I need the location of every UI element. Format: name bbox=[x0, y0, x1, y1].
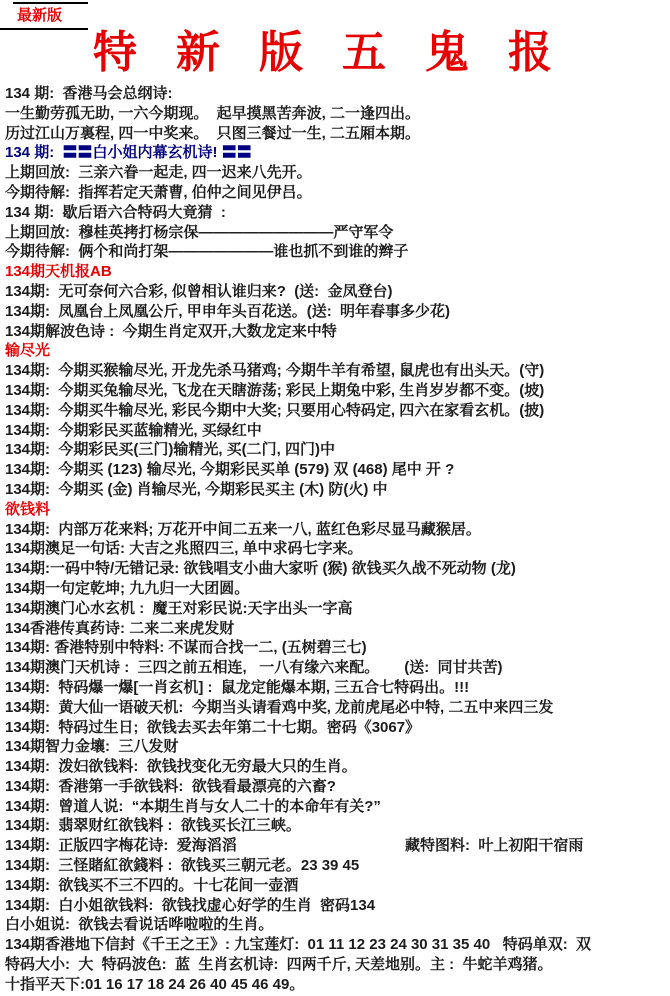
text-line-main: 134香港传真药诗: 二来二来虎发财 bbox=[5, 619, 235, 637]
text-line-main: 134期: 今期买猴输尽光, 开龙先杀马猪鸡; 今期牛羊有希望, 鼠虎也有出头天。(守) bbox=[5, 362, 545, 380]
text-line bbox=[5, 143, 670, 163]
text-line-main: 历过江山万裏程, 四一中奖来。 只图三餐过一生, 二五厢本期。 bbox=[5, 124, 421, 142]
text-line bbox=[5, 757, 670, 777]
text-line bbox=[5, 718, 670, 738]
text-line-main: 134期: 内部万花来料; 万花开中间二五来一八, 蓝红色彩尽显马藏猴居。 bbox=[5, 520, 481, 538]
text-line-main: 134期解波色诗 : 今期生肖定双开,大数龙定来中特 bbox=[5, 322, 337, 340]
text-line bbox=[5, 104, 670, 124]
text-line bbox=[5, 777, 670, 797]
text-line-main: 134期: 今期买 (123) 输尽光, 今期彩民买单 (579) 双 (468) 尾中 开 ? bbox=[5, 461, 455, 479]
text-line-main: 134期: 白小姐欲钱料: 欲钱找虚心好学的生肖 密码134 bbox=[5, 896, 376, 914]
text-line-main: 特码大小: 大 特码波色: 蓝 生肖玄机诗: 四两千斤, 天差地别。主 : 牛蛇羊鸡猪。 bbox=[5, 956, 553, 974]
text-line bbox=[5, 480, 670, 500]
text-line bbox=[5, 302, 670, 322]
text-line bbox=[5, 520, 670, 540]
text-line bbox=[5, 638, 670, 658]
text-line-main: 134期:一码中特/无错记录: 欲钱唱支小曲大家听 (猴) 欲钱买久战不死动物 (龙) bbox=[5, 560, 516, 578]
text-line-main: 134期澳门心水玄机 : 魔王对彩民说:天字出头一字高 bbox=[5, 599, 353, 617]
text-line bbox=[5, 856, 670, 876]
text-line bbox=[5, 262, 670, 282]
text-line-main: 一生勤劳孤无助, 一六今期现。 起早摸黑苦奔波, 二一逢四出。 bbox=[5, 104, 421, 122]
text-line-main: 134期: 今期彩民买蓝输精光, 买绿红中 bbox=[5, 421, 262, 439]
page-title: 特 新 版 五 鬼 报 bbox=[93, 28, 566, 77]
text-line-main: 134期: 今期买兔输尽光, 飞龙在天瞎游荡; 彩民上期兔中彩, 生肖岁岁都不变。(坡) bbox=[5, 381, 545, 399]
text-line-main: 134期: 正版四字梅花诗: 爱海滔滔 bbox=[5, 837, 237, 855]
text-line bbox=[5, 599, 670, 619]
text-line bbox=[5, 816, 670, 836]
text-line-main: 134期天机报AB bbox=[5, 263, 112, 281]
text-line bbox=[5, 876, 670, 896]
text-line bbox=[5, 124, 670, 144]
text-line-main: 十指平天下:01 16 17 18 24 26 40 45 46 49。 bbox=[5, 975, 305, 993]
text-line bbox=[5, 322, 670, 342]
text-line-main: 134期: 曾道人说: “本期生肖与女人二十的本命年有关?” bbox=[5, 797, 381, 815]
text-line-main: 134期: 香港第一手欲钱料: 欲钱看最漂亮的六畜? bbox=[5, 777, 336, 795]
text-line bbox=[5, 559, 670, 579]
text-line bbox=[5, 539, 670, 559]
badge-bottom-rule bbox=[0, 28, 88, 30]
text-line bbox=[5, 361, 670, 381]
text-line bbox=[5, 421, 670, 441]
text-line-main: 134期: 今期买牛输尽光, 彩民今期中大奖; 只要用心特码定, 四六在家看玄机。(披) bbox=[5, 401, 545, 419]
text-line-main: 上期回放: 三亲六眷一起走, 四一迟来八先开。 bbox=[5, 164, 312, 182]
text-line-main: 134期: 翡翠财红欲钱料 : 欲钱买长江三峡。 bbox=[5, 817, 301, 835]
text-line-main: 134期: 三怪賭紅欲錢料 : 欲钱买三朝元老。23 39 45 bbox=[5, 857, 360, 875]
text-line-main: 134期: 凤凰台上凤凰公斤, 甲申年头百花送。(送: 明年春事多少花) bbox=[5, 302, 451, 320]
text-line bbox=[5, 341, 670, 361]
text-line-main: 134期澳门天机诗 : 三四之前五相连, 一八有缘六来配。 (送: 同甘共苦) bbox=[5, 659, 503, 677]
text-line-main: 134期: 特码过生日; 欲钱去买去年第二十七期。密码《3067》 bbox=[5, 718, 421, 736]
text-line bbox=[5, 500, 670, 520]
text-line bbox=[5, 698, 670, 718]
text-line-main: 134期: 黄大仙一语破天机: 今期当头请看鸡中奖, 龙前虎尾必中特, 二五中来四三发 bbox=[5, 698, 554, 716]
text-line-right-note: 藏特图料: 叶上初阳干宿雨 bbox=[405, 837, 584, 855]
text-line-main: 134期一句定乾坤; 九九归一大团圆。 bbox=[5, 579, 250, 597]
text-line bbox=[5, 401, 670, 421]
text-line bbox=[5, 797, 670, 817]
text-line-main: 134期香港地下信封《千王之王》: 九宝莲灯: 01 11 12 23 24 30 31 35 40 特码单双: 双 bbox=[5, 936, 592, 954]
text-line-main: 134 期: 歇后语六合特码大竟猜 : bbox=[5, 203, 226, 221]
text-line bbox=[5, 440, 670, 460]
text-line bbox=[5, 223, 670, 243]
text-line-main: 上期回放: 穆桂英拷打杨宗保—————————严守军令 bbox=[5, 223, 394, 241]
text-line-main: 欲钱料 bbox=[5, 500, 51, 518]
text-line bbox=[5, 896, 670, 916]
text-line-main: 134期: 欲钱买不三不四的。十七花间一壶酒 bbox=[5, 876, 299, 894]
content-lines bbox=[0, 84, 670, 995]
text-line-main: 134期智力金壤: 三八发财 bbox=[5, 738, 179, 756]
text-line bbox=[5, 915, 670, 935]
text-line-main: 134 期: 〓〓白小姐内幕玄机诗! 〓〓 bbox=[5, 144, 252, 162]
text-line bbox=[5, 203, 670, 223]
text-line bbox=[5, 460, 670, 480]
text-line bbox=[5, 163, 670, 183]
text-line bbox=[5, 955, 670, 975]
text-line-main: 今期待解: 俩个和尚打架———————谁也抓不到谁的辫子 bbox=[5, 243, 409, 261]
text-line-main: 134期: 特码爆一爆[一肖玄机] : 鼠龙定能爆本期, 三五合七特码出。!!! bbox=[5, 678, 470, 696]
page-header bbox=[0, 0, 670, 84]
text-line-main: 134期: 今期彩民买(三门)输精光, 买(二门, 四门)中 bbox=[5, 441, 336, 459]
text-line-main: 输尽光 bbox=[5, 342, 51, 360]
text-line-main: 今期待解: 指挥若定天萧曹, 伯仲之间见伊吕。 bbox=[5, 183, 312, 201]
text-line-main: 白小姐说: 欲钱去看说话哗啦啦的生肖。 bbox=[5, 916, 274, 934]
latest-badge-label: 最新版 bbox=[17, 7, 63, 24]
text-line bbox=[5, 619, 670, 639]
text-line bbox=[5, 975, 670, 995]
text-line bbox=[5, 737, 670, 757]
text-line bbox=[5, 381, 670, 401]
text-line bbox=[5, 183, 670, 203]
text-line bbox=[5, 678, 670, 698]
text-line bbox=[5, 658, 670, 678]
text-line-main: 134期: 香港特别中特料: 不谋而合找一二, (五树碧三七) bbox=[5, 639, 367, 657]
text-line-main: 134期: 泼妇欲钱料: 欲钱找变化无穷最大只的生肖。 bbox=[5, 758, 357, 776]
text-line bbox=[5, 836, 670, 856]
text-line-main: 134 期: 香港马会总纲诗: bbox=[5, 85, 173, 102]
text-line bbox=[5, 84, 670, 104]
text-line bbox=[5, 282, 670, 302]
text-line-main: 134期: 今期买 (金) 肖输尽光, 今期彩民买主 (木) 防(火) 中 bbox=[5, 480, 388, 498]
text-line bbox=[5, 935, 670, 955]
text-line bbox=[5, 242, 670, 262]
text-line-main: 134期澳足一句话: 大吉之兆照四三, 单中求码七字来。 bbox=[5, 540, 363, 558]
text-line bbox=[5, 579, 670, 599]
text-line-main: 134期: 无可奈何六合彩, 似曾相认谁归来? (送: 金凤登台) bbox=[5, 282, 393, 300]
latest-badge bbox=[0, 2, 92, 30]
